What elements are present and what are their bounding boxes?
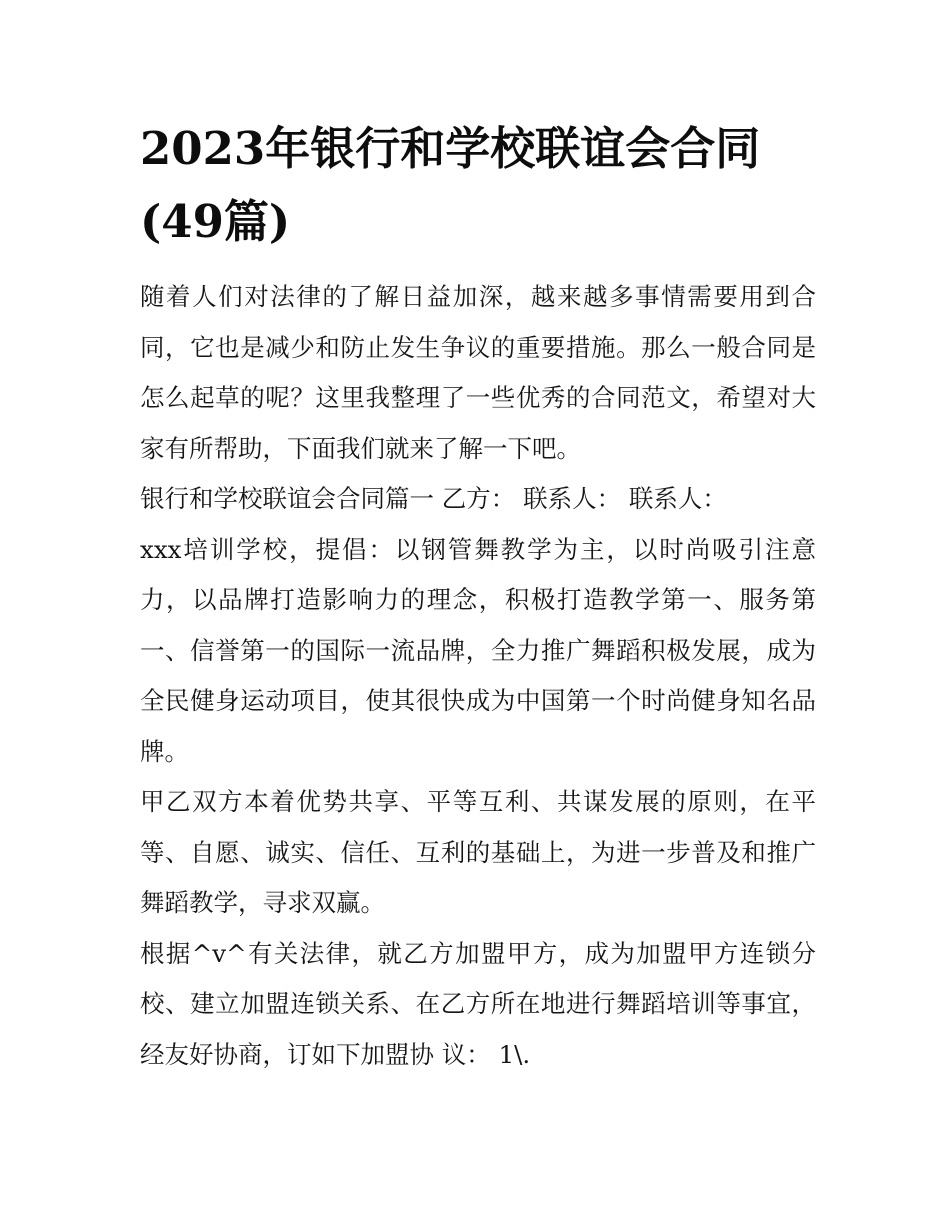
agreement-basis-paragraph: 根据^v^有关法律，就乙方加盟甲方，成为加盟甲方连锁分校、建立加盟连锁关系、在乙方所在地进行舞蹈培训等事宜，经友好协商，订如下加盟协 议： 1\.: [140, 938, 816, 1069]
school-description-paragraph: xxx培训学校，提倡：以钢管舞教学为主，以时尚吸引注意力，以品牌打造影响力的理念，积极打造教学第一、服务第一、信誉第一的国际一流品牌，全力推广舞蹈积极发展，成为全民健身运动项目，使其很快成为中国第一个时尚健身知名品牌。: [140, 534, 816, 766]
contract-heading-paragraph: 银行和学校联谊会合同篇一 乙方： 联系人： 联系人：: [140, 484, 727, 513]
document-title: 2023年银行和学校联谊会合同(49篇): [140, 122, 761, 248]
principles-paragraph: 甲乙双方本着优势共享、平等互利、共谋发展的原则，在平等、自愿、诚实、信任、互利的基础上，为进一步普及和推广舞蹈教学，寻求双赢。: [140, 787, 816, 917]
intro-paragraph: 随着人们对法律的了解日益加深，越来越多事情需要用到合同，它也是减少和防止发生争议的重要措施。那么一般合同是怎么起草的呢？这里我整理了一些优秀的合同范文，希望对大家有所帮助，下面我们就来了解一下吧。: [140, 282, 816, 463]
document-body: [140, 112, 816, 1080]
